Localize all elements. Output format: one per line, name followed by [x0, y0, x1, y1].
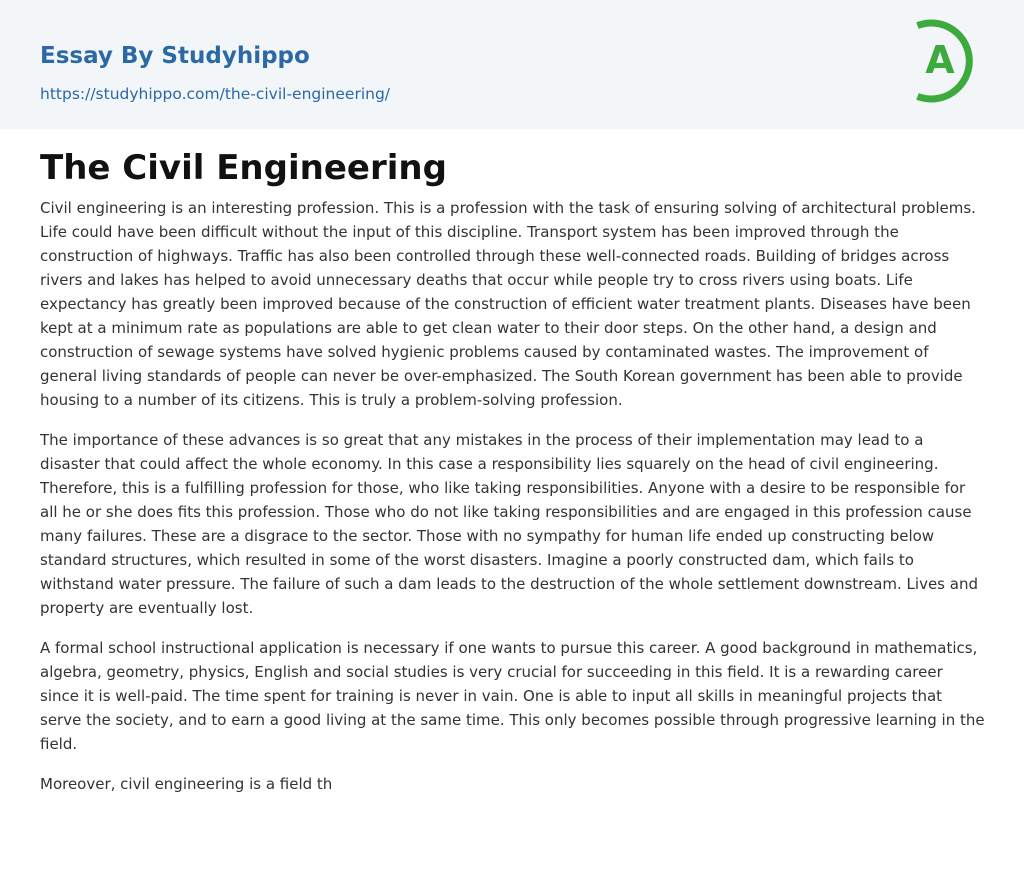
- logo-letter: A: [925, 38, 955, 82]
- studyhippo-logo-icon[interactable]: [912, 19, 986, 105]
- essay-url-link[interactable]: https://studyhippo.com/the-civil-engineering/: [40, 85, 391, 103]
- brand-title[interactable]: Essay By Studyhippo: [40, 43, 310, 69]
- site-header: [0, 0, 1024, 129]
- page-title: The Civil Engineering: [40, 148, 447, 188]
- essay-content: [40, 146, 985, 796]
- essay-paragraph-1: Civil engineering is an interesting profession. This is a profession with the task of ensuring solving of architectural problems. Life could have been difficult without the input of this discipline. Transport system has been improved through the construction of highways. Traffic has also been controlled through these well-connected roads. Building of bridges across rivers and lakes has helped to avoid unnecessary deaths that occur while people try to cross rivers using boats. Life expectancy has greatly been improved because of the construction of efficient water treatment plants. Diseases have been kept at a minimum rate as populations are able to get clean water to their door steps. On the other hand, a design and construction of sewage systems have solved hygienic problems caused by contaminated wastes. The improvement of general living standards of people can never be over-emphasized. The South Korean government has been able to provide housing to a number of its citizens. This is truly a problem-solving profession.: [40, 199, 976, 409]
- essay-paragraph-2: The importance of these advances is so great that any mistakes in the process of their implementation may lead to a disaster that could affect the whole economy. In this case a responsibility lies squarely on the head of civil engineering. Therefore, this is a fulfilling profession for those, who like taking responsibilities. Anyone with a desire to be responsible for all he or she does fits this profession. Those who do not like taking responsibilities and are engaged in this profession cause many failures. These are a disgrace to the sector. Those with no sympathy for human life ended up constructing below standard structures, which resulted in some of the worst disasters. Imagine a poorly constructed dam, which fails to withstand water pressure. The failure of such a dam leads to the destruction of the whole settlement downstream. Lives and property are eventually lost.: [40, 431, 978, 617]
- essay-paragraph-3: A formal school instructional application is necessary if one wants to pursue this career. A good background in mathematics, algebra, geometry, physics, English and social studies is very crucial for succeeding in this field. It is a rewarding career since it is well-paid. The time spent for training is never in vain. One is able to input all skills in meaningful projects that serve the society, and to earn a good living at the same time. This only becomes possible through progressive learning in the field.: [40, 639, 985, 753]
- essay-paragraph-4: Moreover, civil engineering is a field th: [40, 775, 333, 793]
